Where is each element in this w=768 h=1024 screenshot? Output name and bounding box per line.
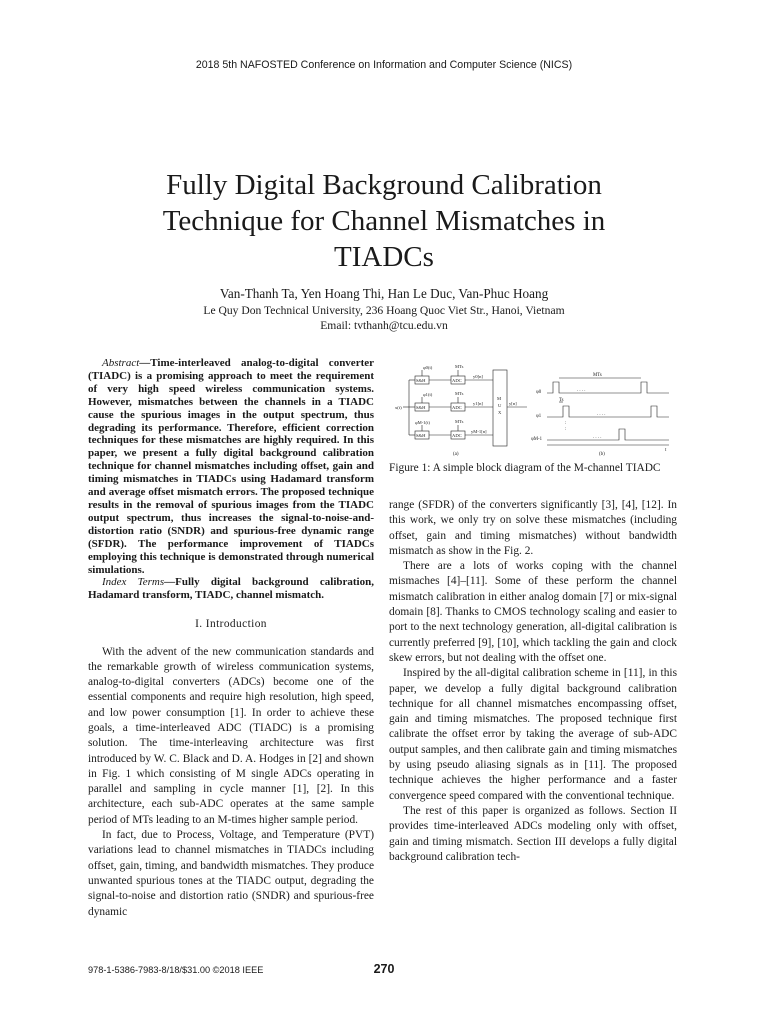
- timing-vdots: :: [565, 427, 567, 432]
- index-terms: [88, 576, 374, 602]
- title-line: TIADCs: [334, 241, 434, 273]
- abstract-label: Abstract: [102, 357, 140, 369]
- abstract-text: —Time-interleaved analog-to-digital converter (TIADC) is a promising approach to meet the requirement of very high speed wireless communication systems. However, mismatches between the channels in a TIADC cause the spurious images in the output spectrum, thus degrading its performance. Therefore, efficient correction techniques for these mismatches are highly required. In this paper, we present a fully digital background calibration technique for channel mismatches including offset, gain and timing mismatches in TIADCs using Hadamard transform and average offset mismatch errors. The proposed technique results in the removal of spurious images from the TIADC output spectrum, thus increases the signal-to-noise-and-distortion ratio (SNDR) and spurious-free dynamic range (SFDR). The performance improvement of TIADCs employing this technique is demonstrated through numerical simulations.: [88, 357, 374, 576]
- sh-label: S&H: [416, 433, 426, 438]
- output-label: y[n]: [509, 401, 517, 406]
- mts-label: MTs: [455, 419, 464, 424]
- author-list: Van-Thanh Ta, Yen Hoang Thi, Han Le Duc, Van-Phuc Hoang: [219, 286, 549, 301]
- panel-b-timing: [547, 378, 669, 445]
- section-heading: I. Introduction: [195, 618, 267, 631]
- paragraph: In fact, due to Process, Voltage, and Temperature (PVT) variations lead to channel mismatches in TIADCs including offset, gain, timing, and bandwidth mismatches. They produce unwanted spurious tones at the TIADC output, degrading the signal-to-noise and distortion ratio (SNDR) and spurious-free dynamic: [88, 829, 374, 918]
- clock-label: φ0(t): [423, 365, 433, 370]
- adc-label: ADC: [452, 405, 462, 410]
- timing-dots: . . . .: [597, 412, 606, 417]
- panel-a-label: (a): [453, 452, 459, 457]
- adc-label: ADC: [452, 378, 462, 383]
- phase-label: φ0: [536, 390, 542, 395]
- paragraph: Inspired by the all-digital calibration scheme in [11], in this paper, we develop a fully digital background calibration technique for all channel mismatches encompassing offset, gain and timing mismatches. The proposed technique first calibrate the offset error by taking the average of sub-ADC output samples, and then calibrate gain and timing mismatches by using pseudo aliasing signals as in [11]. The proposed technique achieves the higher performance and a faster convergence speed compared with the conventional technique.: [389, 667, 677, 802]
- footer-isbn: 978-1-5386-7983-8/18/$31.00 ©2018 IEEE: [88, 965, 264, 975]
- sh-label: S&H: [416, 378, 426, 383]
- adc-label: ADC: [452, 433, 462, 438]
- mux-label-x: X: [498, 410, 502, 415]
- paragraph: The rest of this paper is organized as follows. Section II provides time-interleaved ADCs modeling only with offset, gain and timing mismatch. Section III develops a fully digital background calibration tech-: [389, 804, 677, 863]
- figure-1-block-diagram: [393, 360, 675, 458]
- right-column: [389, 498, 677, 865]
- conference-header: 2018 5th NAFOSTED Conference on Information and Computer Science (NICS): [195, 59, 573, 71]
- timing-dots: . . . .: [577, 388, 586, 393]
- paragraph: There are a lots of works coping with the channel mismaches [4]–[11]. Some of these perform the channel mismatch calibration in either analog domain [7] or mix-signal domain [8]. Thanks to CMOS technology scaling and easier to port to the next technology generation, all-digital calibration is currently preferred [9], [10], which tackling the gain and clock skew errors, but not dealing with the offset one.: [389, 560, 677, 664]
- clock-label: φ1(t): [423, 392, 433, 397]
- paragraph: With the advent of the new communication standards and the remarkable growth of wireless communication systems, analog-to-digital converters (ADCs) become one of the essential components and require high resolution, high speed, and low power consumption [1]. In order to achieve these goals, a time-interleaved ADC (TIADC) is a promising solution. The time-interleaving architecture was first introduced by W. C. Black and D. A. Hodges in [2] and shown in Fig. 1 which consisting of M single ADCs operating in parallel and sampling in cycle manner [1], [2]. In this architecture, each sub-ADC operates at the same sample period of MTs leading to an M-times higher sample period.: [88, 645, 374, 826]
- mux-label-m: M: [497, 396, 502, 401]
- ts-label: Ts: [559, 398, 564, 403]
- phase-label: φ1: [536, 414, 542, 419]
- mux-label-u: U: [498, 403, 502, 408]
- mts-label: MTs: [593, 373, 602, 378]
- figure-1-caption: Figure 1: A simple block diagram of the M-channel TIADC: [389, 462, 661, 474]
- input-label: x(t): [395, 405, 402, 410]
- paper-title: [84, 167, 684, 275]
- title-line: Technique for Channel Mismatches in: [162, 205, 606, 237]
- channel-output-label: y1[n]: [473, 401, 483, 406]
- index-terms-text: —Fully digital background calibration, Hadamard transform, TIADC, channel mismatch.: [88, 576, 374, 602]
- channel-output-label: y0[n]: [473, 374, 483, 379]
- sh-label: S&H: [416, 405, 426, 410]
- mts-label: MTs: [455, 391, 464, 396]
- panel-b-label: (b): [599, 452, 605, 457]
- index-terms-label: Index Terms: [102, 576, 165, 589]
- affiliation: Le Quy Don Technical University, 236 Hoang Quoc Viet Str., Hanoi, Vietnam: [203, 304, 565, 317]
- left-column: [88, 357, 374, 920]
- phase-label: φM-1: [531, 437, 543, 442]
- paragraph: range (SFDR) of the converters significantly [3], [4], [12]. In this work, we only try on solve these mismatches (including offset, gain and timing mismatches) without bandwidth mismatch as show in the Fig. 2.: [389, 499, 677, 557]
- title-line: Fully Digital Background Calibration: [166, 169, 602, 201]
- clock-label: φM-1(t): [415, 420, 430, 425]
- channel-output-label: yM-1[n]: [471, 429, 487, 434]
- timing-dots: . . . .: [593, 435, 602, 440]
- mts-label: MTs: [455, 364, 464, 369]
- timing-vdots: :: [565, 421, 567, 426]
- time-axis-label: t: [665, 448, 667, 453]
- page-number: 270: [373, 962, 395, 976]
- email: Email: tvthanh@tcu.edu.vn: [320, 319, 448, 332]
- abstract: [88, 357, 374, 576]
